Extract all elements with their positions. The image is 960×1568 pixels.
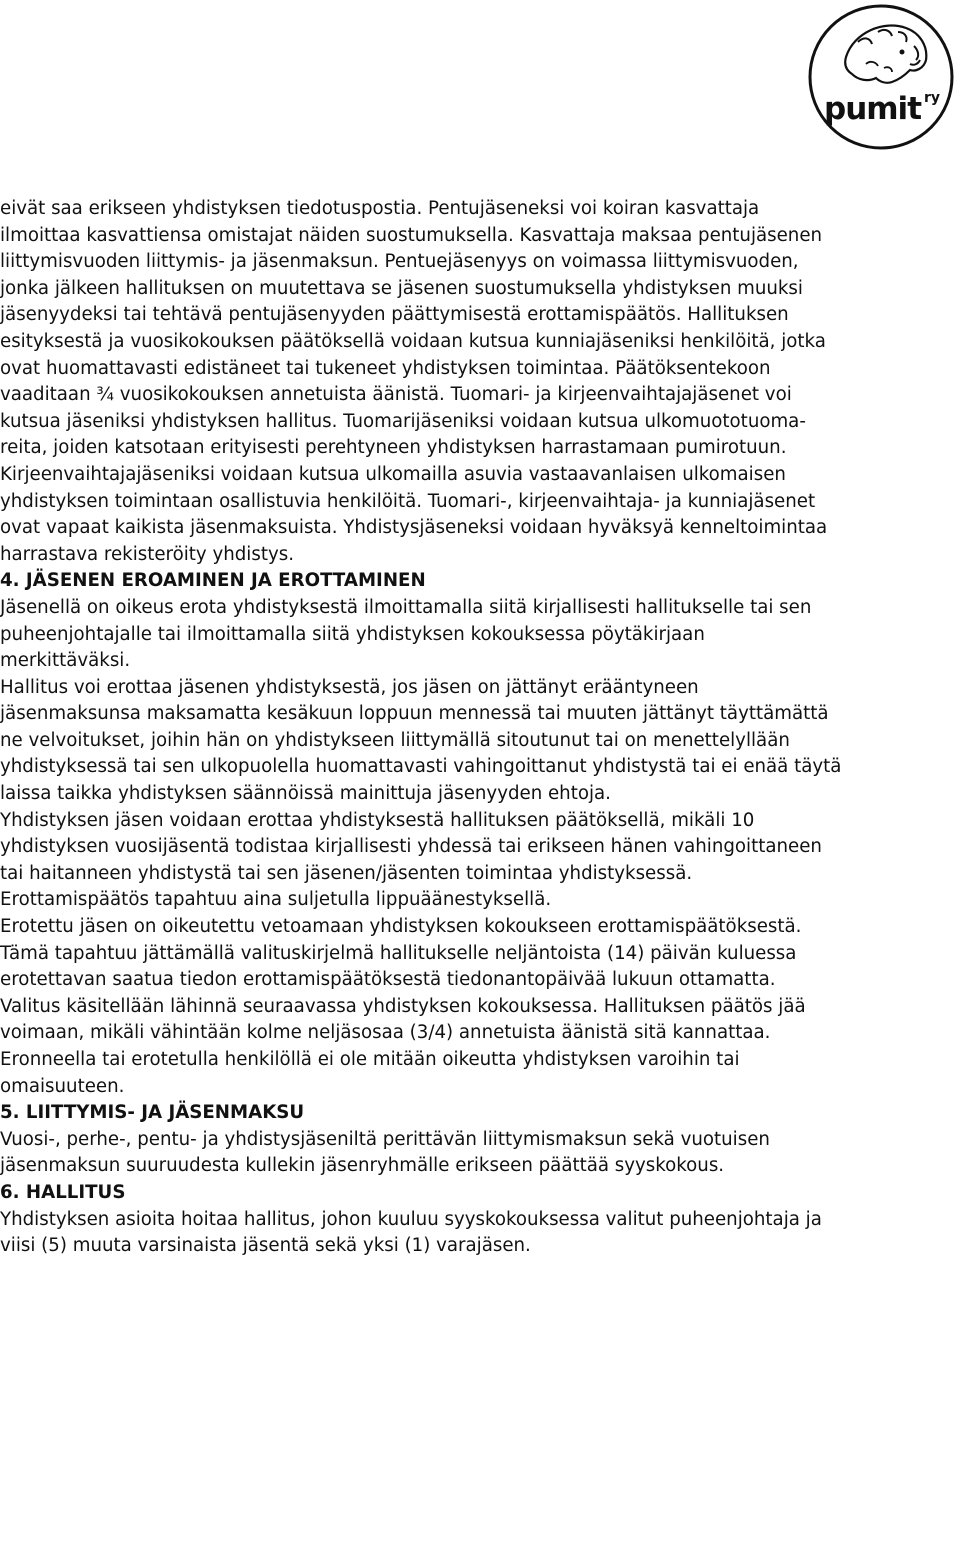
text-line: jonka jälkeen hallituksen on muutettava se jäsenen suostumuksella yhdistyksen muuksi <box>0 277 803 299</box>
section-5-heading: 5. LIITTYMIS- JA JÄSENMAKSU <box>0 1102 305 1124</box>
text-line: reita, joiden katsotaan erityisesti perehtyneen yhdistyksen harrastamaan pumirotuun. <box>0 437 787 459</box>
text-line: liittymisvuoden liittymis- ja jäsenmaksun. Pentuejäsenyys on voimassa liittymisvuoden, <box>0 251 799 273</box>
text-line: Yhdistyksen asioita hoitaa hallitus, johon kuuluu syyskokouksessa valitut puheenjohtaja ja <box>0 1208 822 1230</box>
text-line: merkittäväksi. <box>0 650 131 672</box>
text-line: Valitus käsitellään lähinnä seuraavassa yhdistyksen kokouksessa. Hallituksen päätös jää <box>0 995 806 1017</box>
text-line: kutsua jäseniksi yhdistyksen hallitus. Tuomarijäseniksi voidaan kutsua ulkomuototuoma- <box>0 410 806 432</box>
text-line: Hallitus voi erottaa jäsenen yhdistyksestä, jos jäsen on jättänyt erääntyneen <box>0 676 699 698</box>
text-line: yhdistyksen vuosijäsentä todistaa kirjallisesti yhdessä tai erikseen hänen vahingoittaneen <box>0 836 822 858</box>
text-line: voimaan, mikäli vähintään kolme neljäsosaa (3/4) annetuista äänistä sitä kannattaa. <box>0 1022 771 1044</box>
section-6-heading: 6. HALLITUS <box>0 1181 126 1203</box>
text-line: erotettavan saatua tiedon erottamispäätöksestä tiedonantopäivää lukuun ottamatta. <box>0 969 776 991</box>
text-line: omaisuuteen. <box>0 1075 125 1097</box>
text-line: jäsenmaksun suuruudesta kullekin jäsenryhmälle erikseen päättää syyskokous. <box>0 1155 725 1177</box>
text-line: Tämä tapahtuu jättämällä valituskirjelmä hallitukselle neljäntoista (14) päivän kuluessa <box>0 942 797 964</box>
section-5-paragraph-1 <box>0 1127 958 1180</box>
text-line: Jäsenellä on oikeus erota yhdistyksestä ilmoittamalla siitä kirjallisesti hallitukselle tai sen <box>0 596 812 618</box>
text-line: yhdistyksen toimintaan osallistuvia henkilöitä. Tuomari-, kirjeenvaihtaja- ja kunniajäsenet <box>0 490 816 512</box>
text-line: puheenjohtajalle tai ilmoittamalla siitä yhdistyksen kokouksessa pöytäkirjaan <box>0 623 705 645</box>
text-line: Kirjeenvaihtajajäseniksi voidaan kutsua ulkomailla asuvia vastaavanlaisen ulkomaisen <box>0 463 786 485</box>
text-line: jäsenyydeksi tai tehtävä pentujäsenyyden päättymisestä erottamispäätös. Hallituksen <box>0 304 789 326</box>
logo-suffix: ry <box>924 90 941 106</box>
text-line: ilmoittaa kasvattiensa omistajat näiden suostumuksella. Kasvattaja maksaa pentujäsenen <box>0 224 823 246</box>
text-line: Erottamispäätös tapahtuu aina suljetulla lippuäänestyksellä. <box>0 889 552 911</box>
logo-wordmark: pumit <box>824 91 922 127</box>
text-line: ne velvoitukset, joihin hän on yhdistykseen liittymällä sitoutunut tai on menettelyllään <box>0 729 790 751</box>
text-line: esityksestä ja vuosikokouksen päätöksellä voidaan kutsua kunniajäseniksi henkilöitä, jotka <box>0 330 826 352</box>
text-line: vaaditaan ¾ vuosikokouksen annetuista äänistä. Tuomari- ja kirjeenvaihtajajäsenet voi <box>0 384 792 406</box>
membership-paragraph <box>0 196 958 568</box>
section-6-paragraph-1 <box>0 1207 958 1260</box>
section-4-paragraph-3 <box>0 808 958 888</box>
text-line: harrastava rekisteröity yhdistys. <box>0 543 294 565</box>
section-4-paragraph-2 <box>0 675 958 808</box>
text-line: jäsenmaksunsa maksamatta kesäkuun loppuun mennessä tai muuten jättänyt täyttämättä <box>0 703 829 725</box>
section-4-paragraph-1 <box>0 595 958 675</box>
text-line: Eronneella tai erotetulla henkilöllä ei ole mitään oikeutta yhdistyksen varoihin tai <box>0 1049 740 1070</box>
logo-circle-icon <box>806 2 956 152</box>
text-line: eivät saa erikseen yhdistyksen tiedotuspostia. Pentujäseneksi voi koiran kasvattaja <box>0 198 760 219</box>
text-line: Erotettu jäsen on oikeutettu vetoamaan yhdistyksen kokoukseen erottamispäätöksestä. <box>0 916 802 938</box>
section-4-paragraph-5 <box>0 914 958 1100</box>
section-4-paragraph-4 <box>0 887 958 914</box>
text-line: ovat vapaat kaikista jäsenmaksuista. Yhdistysjäseneksi voidaan hyväksyä kenneltoimintaa <box>0 517 828 539</box>
text-line: yhdistyksessä tai sen ulkopuolella huomattavasti vahingoittanut yhdistystä tai ei enää täytä <box>0 756 842 778</box>
section-4-heading: 4. JÄSENEN EROAMINEN JA EROTTAMINEN <box>0 570 426 592</box>
document-body <box>0 196 958 1260</box>
text-line: ovat huomattavasti edistäneet tai tukeneet yhdistyksen toimintaa. Päätöksentekoon <box>0 357 771 379</box>
text-line: tai haitanneen yhdistystä tai sen jäsenen/jäsenten toimintaa yhdistyksessä. <box>0 862 693 884</box>
text-line: laissa taikka yhdistyksen säännöissä mainittuja jäsenyyden ehtoja. <box>0 783 611 805</box>
text-line: Yhdistyksen jäsen voidaan erottaa yhdistyksestä hallituksen päätöksellä, mikäli 10 <box>0 809 755 831</box>
text-line: viisi (5) muuta varsinaista jäsentä sekä yksi (1) varajäsen. <box>0 1235 531 1257</box>
text-line: Vuosi-, perhe-, pentu- ja yhdistysjäseniltä perittävän liittymismaksun sekä vuotuisen <box>0 1128 770 1150</box>
pumit-logo <box>806 2 956 152</box>
